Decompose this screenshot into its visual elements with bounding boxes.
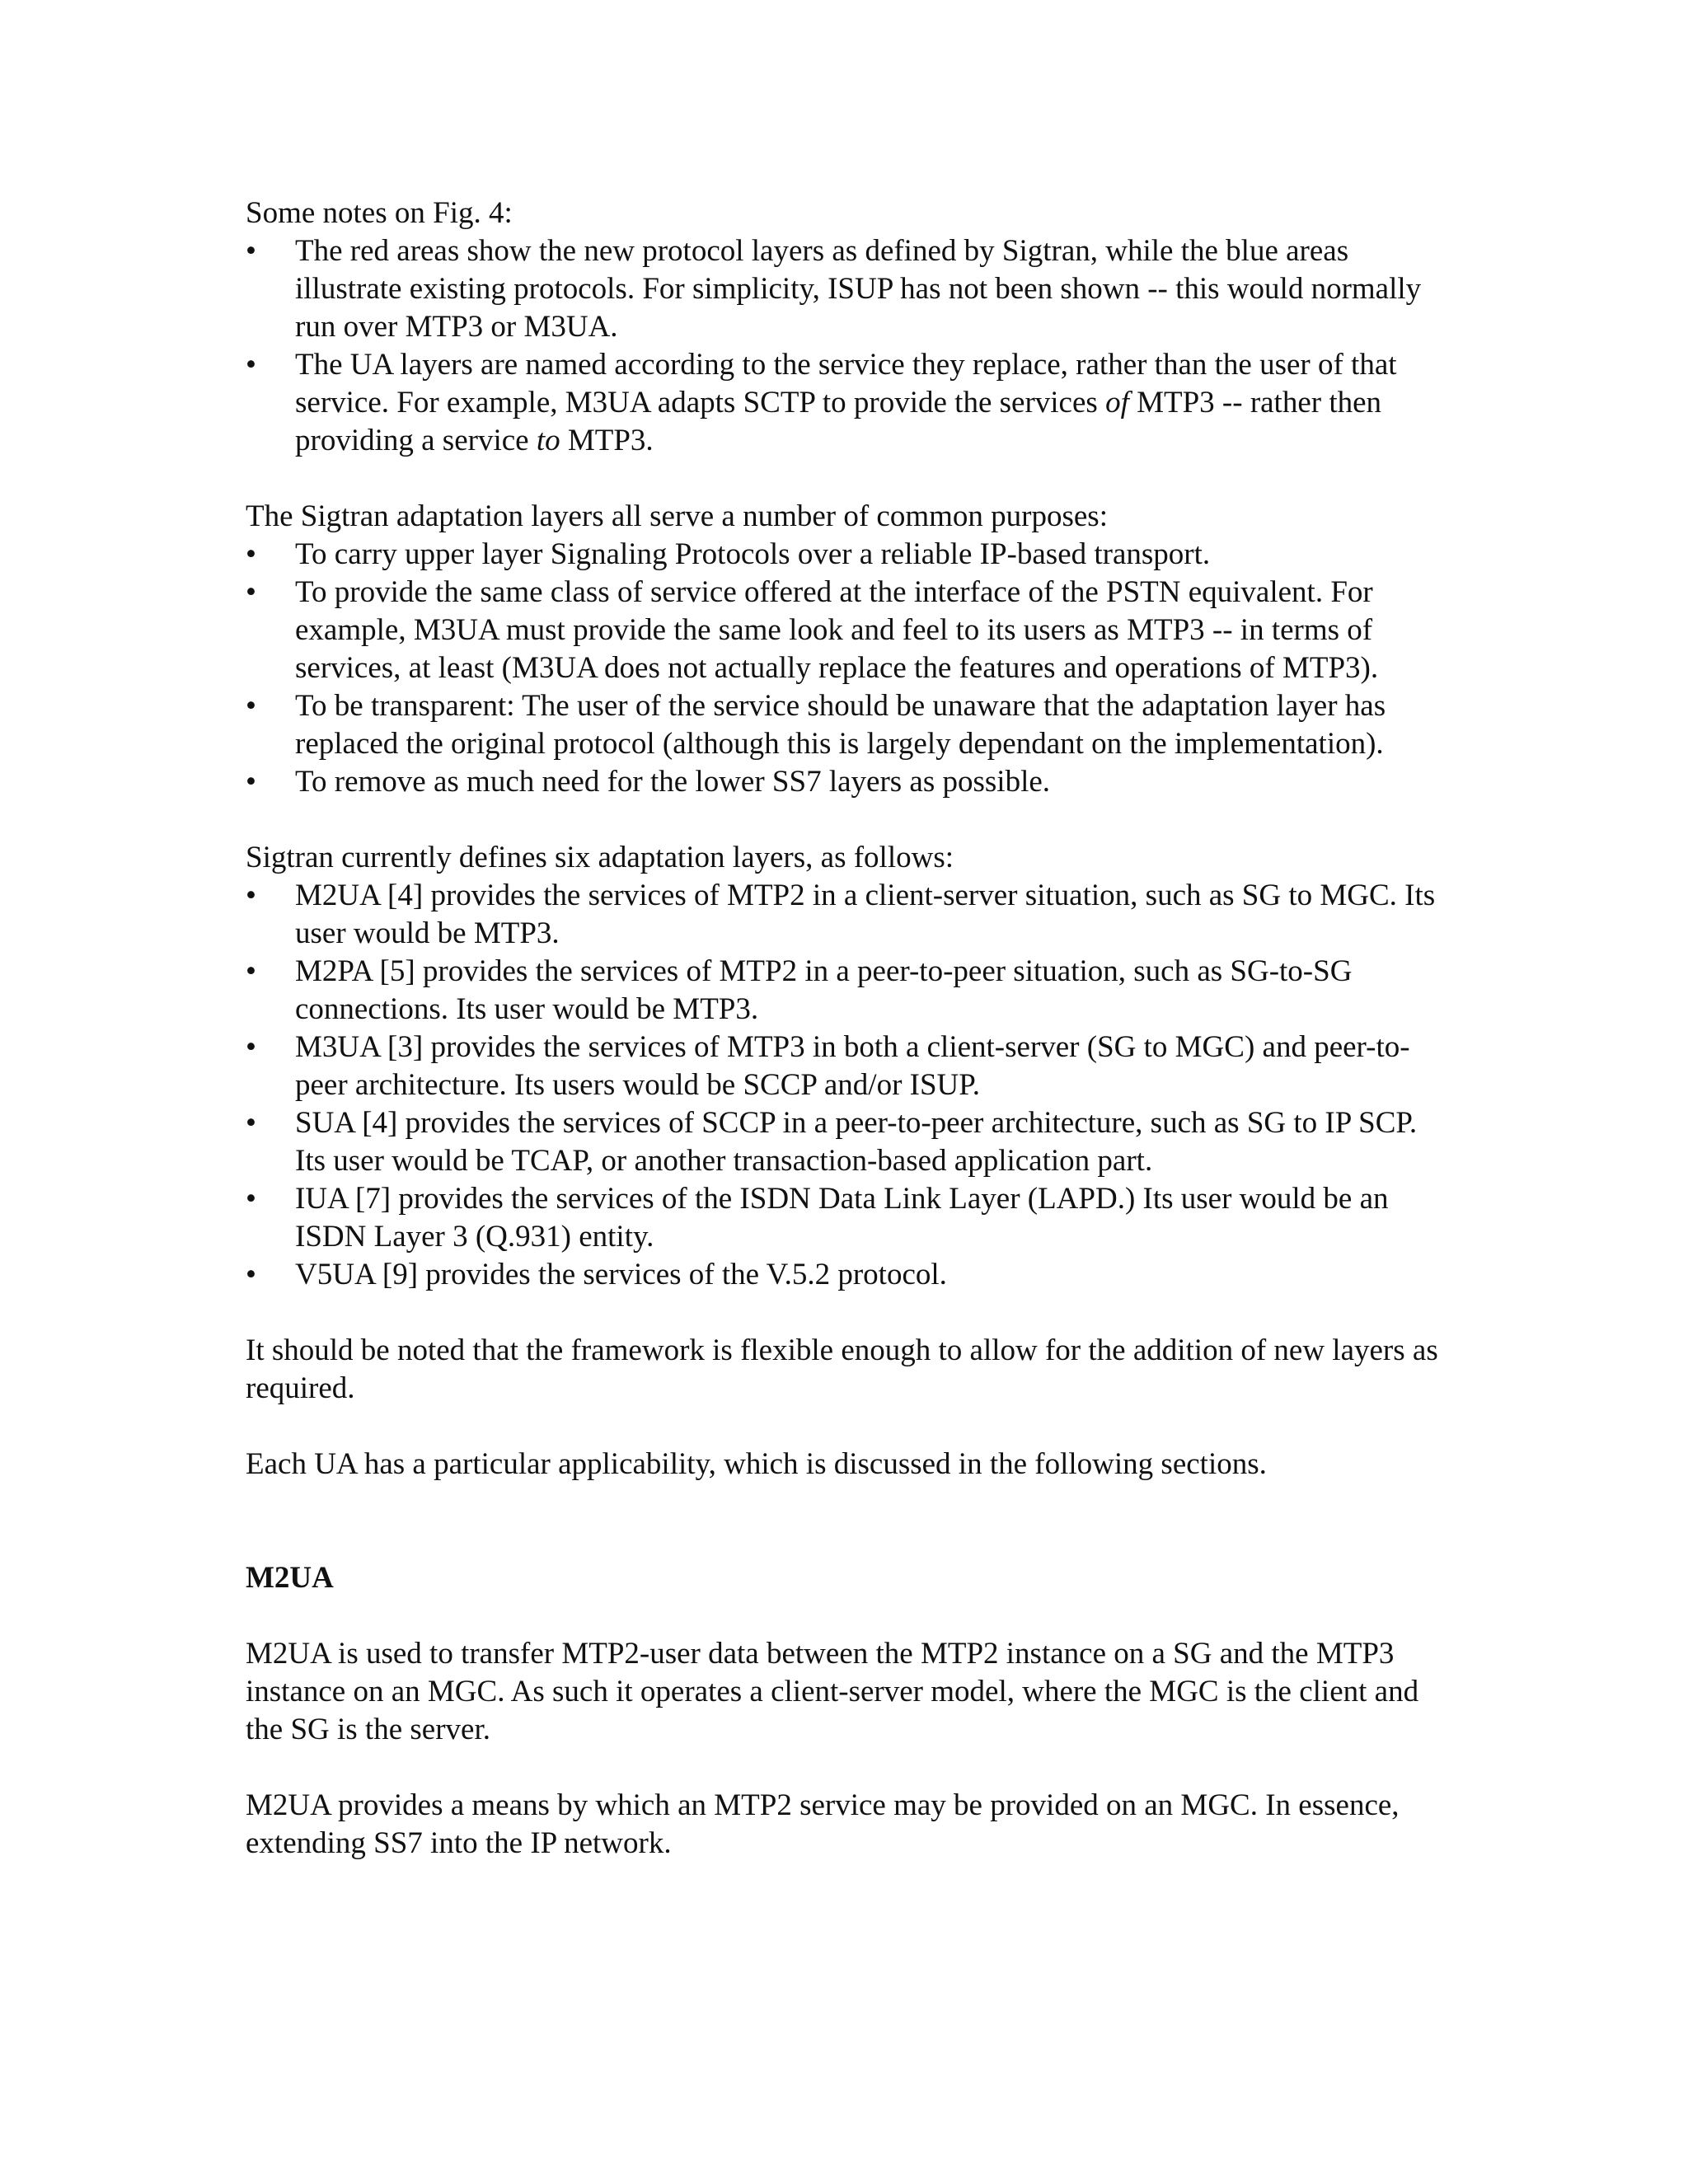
bullet-icon: • (246, 1258, 256, 1291)
list-item (246, 687, 1449, 763)
m2ua-paragraph: M2UA provides a means by which an MTP2 service may be provided on an MGC. In essence, extending SS7 into the IP network. (246, 1788, 1400, 1860)
list-item (246, 536, 1449, 574)
purposes-intro: The Sigtran adaptation layers all serve a number of common purposes: (246, 499, 1108, 533)
list-item-text: M2UA [4] provides the services of MTP2 in a client-server situation, such as SG to MGC. Its user would be MTP3. (295, 879, 1436, 950)
list-item-text: The UA layers are named according to the service they replace, rather than the user of that service. For example, M3UA adapts SCTP to provide the services (295, 348, 1397, 419)
bullet-icon: • (246, 1106, 256, 1140)
bullet-icon: • (246, 689, 256, 723)
list-item (246, 1029, 1449, 1104)
applicability-note: Each UA has a particular applicability, which is discussed in the following sections. (246, 1447, 1267, 1481)
list-item-text: V5UA [9] provides the services of the V.5.2 protocol. (295, 1258, 947, 1291)
bullet-icon: • (246, 1030, 256, 1064)
layers-list (246, 877, 1449, 1294)
list-item-text: IUA [7] provides the services of the ISDN Data Link Layer (LAPD.) Its user would be an ISDN Layer 3 (Q.931) entity. (295, 1182, 1389, 1254)
list-item-text: To be transparent: The user of the service should be unaware that the adaptation layer has replaced the original protocol (although this is largely dependant on the implementation). (295, 689, 1386, 761)
list-item-text: To carry upper layer Signaling Protocols over a reliable IP-based transport. (295, 537, 1211, 571)
list-item (246, 1180, 1449, 1256)
document-body (246, 194, 1449, 1863)
list-item (246, 346, 1449, 460)
list-item (246, 1104, 1449, 1180)
emphasis-text: to (536, 424, 560, 457)
list-item-text: M3UA [3] provides the services of MTP3 in both a client-server (SG to MGC) and peer-to-peer architecture. Its users would be SCCP and/or ISUP. (295, 1030, 1410, 1102)
bullet-icon: • (246, 234, 256, 268)
purposes-list (246, 536, 1449, 801)
list-item (246, 574, 1449, 687)
bullet-icon: • (246, 879, 256, 912)
bullet-icon: • (246, 348, 256, 382)
bullet-icon: • (246, 765, 256, 799)
list-item-text: MTP3. (560, 424, 654, 457)
list-item (246, 953, 1449, 1029)
notes-list (246, 232, 1449, 460)
m2ua-paragraph: M2UA is used to transfer MTP2-user data between the MTP2 instance on a SG and the MTP3 instance on an MGC. As such it operates a client-server model, where the MGC is the client and the SG is the server. (246, 1637, 1419, 1746)
list-item-text: MTP3 -- rather then providing a service (295, 386, 1382, 457)
list-item-text: To remove as much need for the lower SS7 layers as possible. (295, 765, 1051, 799)
bullet-icon: • (246, 537, 256, 571)
list-item-text: The red areas show the new protocol layers as defined by Sigtran, while the blue areas illustrate existing protocols. For simplicity, ISUP has not been shown -- this would normally run over MTP3 or M3UA. (295, 234, 1422, 344)
list-item (246, 232, 1449, 346)
list-item (246, 763, 1449, 801)
bullet-icon: • (246, 575, 256, 609)
list-item-text: To provide the same class of service offered at the interface of the PSTN equivalent. For example, M3UA must provide the same look and feel to its users as MTP3 -- in terms of services, at least (M3UA does not actually replace the features and operations of MTP3). (295, 575, 1379, 685)
list-item-text: M2PA [5] provides the services of MTP2 in a peer-to-peer situation, such as SG-to-SG connections. Its user would be MTP3. (295, 954, 1353, 1026)
framework-note: It should be noted that the framework is flexible enough to allow for the addition of new layers as required. (246, 1333, 1438, 1405)
list-item-text: SUA [4] provides the services of SCCP in a peer-to-peer architecture, such as SG to IP SCP. Its user would be TCAP, or another transaction-based application part. (295, 1106, 1418, 1178)
layers-intro: Sigtran currently defines six adaptation layers, as follows: (246, 841, 954, 874)
section-heading: M2UA (246, 1561, 334, 1595)
notes-intro: Some notes on Fig. 4: (246, 196, 513, 230)
emphasis-text: of (1105, 386, 1129, 419)
bullet-icon: • (246, 1182, 256, 1216)
list-item (246, 877, 1449, 953)
bullet-icon: • (246, 954, 256, 988)
list-item (246, 1256, 1449, 1294)
